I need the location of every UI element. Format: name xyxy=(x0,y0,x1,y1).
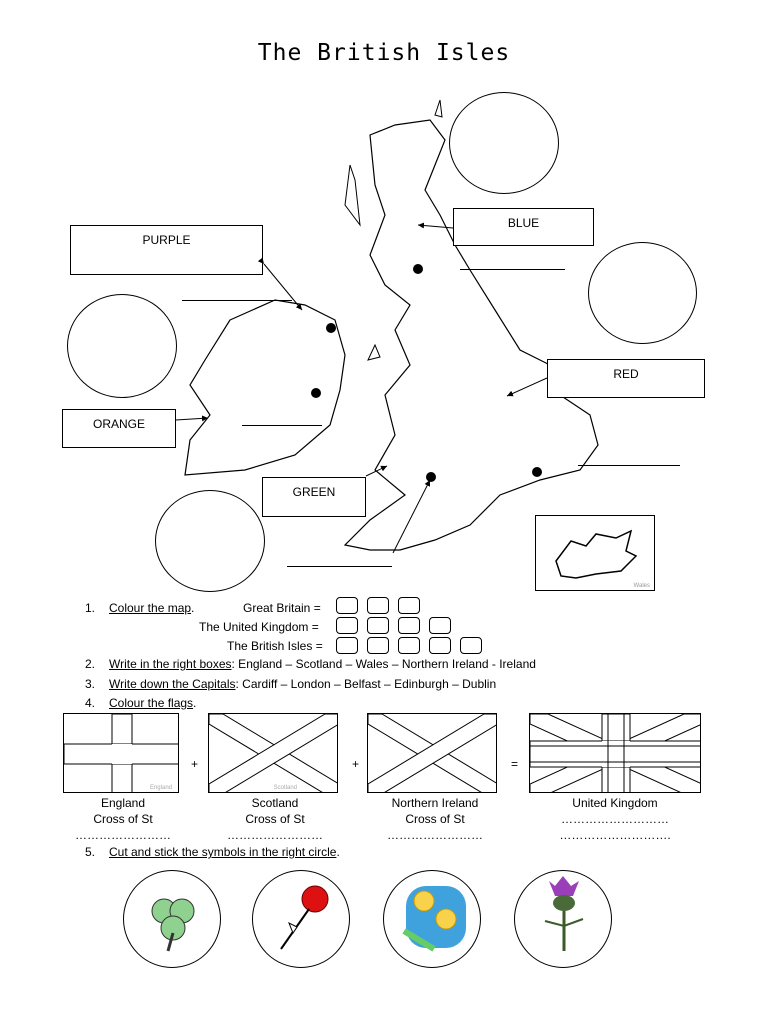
arrow-green xyxy=(366,466,387,476)
wales-flag-caption: Wales xyxy=(633,583,650,589)
task1-number: 1. xyxy=(85,601,96,615)
task4-label: Colour the flags xyxy=(109,696,194,710)
rose-symbol[interactable] xyxy=(252,870,350,968)
plus-operator-2: + xyxy=(352,757,360,771)
england-caption: England Cross of St …………………… xyxy=(75,796,171,842)
arrow-blue xyxy=(418,225,453,228)
plus-operator: + xyxy=(191,757,199,771)
arrow-red xyxy=(507,378,547,396)
thistle-icon xyxy=(515,871,611,967)
task5-label: Cut and stick the symbols in the right circle xyxy=(109,845,337,859)
arrow-purple xyxy=(264,264,302,310)
green-box[interactable]: GREEN xyxy=(262,477,366,517)
page-title: The British Isles xyxy=(257,40,511,66)
red-box[interactable]: RED xyxy=(547,359,705,398)
task5-number: 5. xyxy=(85,845,96,859)
task3-number: 3. xyxy=(85,677,96,691)
task3-text: : Cardiff – London – Belfast – Edinburgh – Dublin xyxy=(235,677,497,691)
purple-box[interactable]: PURPLE xyxy=(70,225,263,275)
daffodil-leek-icon xyxy=(384,871,480,967)
northern-ireland-caption: Northern Ireland Cross of St …………………… xyxy=(387,796,483,842)
blue-box[interactable]: BLUE xyxy=(453,208,594,246)
task1-label: Colour the map xyxy=(109,601,192,615)
northern-ireland-flag[interactable] xyxy=(367,713,497,793)
scotland-flag-watermark: Scotland xyxy=(273,785,297,791)
scotland-flag[interactable] xyxy=(208,713,338,793)
shamrock-icon xyxy=(124,871,220,967)
england-flag-watermark: England xyxy=(149,785,172,791)
british-isles-letter-boxes[interactable] xyxy=(336,637,491,659)
great-britain-letter-boxes[interactable] xyxy=(336,597,429,619)
shamrock-symbol[interactable] xyxy=(123,870,221,968)
united-kingdom-flag[interactable] xyxy=(529,713,701,793)
british-isles-label: The British Isles = xyxy=(227,639,323,653)
scotland-caption: Scotland Cross of St …………………… xyxy=(227,796,323,842)
united-kingdom-caption: United Kingdom ……………………… ………………………. xyxy=(559,796,671,842)
task3-label: Write down the Capitals xyxy=(109,677,236,691)
task2-text: : England – Scotland – Wales – Northern Ireland - Ireland xyxy=(231,657,536,671)
united-kingdom-label: The United Kingdom = xyxy=(199,620,319,634)
great-britain-label: Great Britain = xyxy=(243,601,321,615)
task4-number: 4. xyxy=(85,696,96,710)
task2-label: Write in the right boxes xyxy=(109,657,232,671)
arrow-orange xyxy=(176,418,208,420)
united-kingdom-letter-boxes[interactable] xyxy=(336,617,460,639)
thistle-symbol[interactable] xyxy=(514,870,612,968)
england-flag[interactable] xyxy=(63,713,179,793)
arrow-cardiff xyxy=(393,480,430,553)
orange-box[interactable]: ORANGE xyxy=(62,409,176,448)
equals-operator: = xyxy=(511,757,519,771)
rose-icon xyxy=(253,871,349,967)
daffodil-leek-symbol[interactable] xyxy=(383,870,481,968)
task2-number: 2. xyxy=(85,657,96,671)
